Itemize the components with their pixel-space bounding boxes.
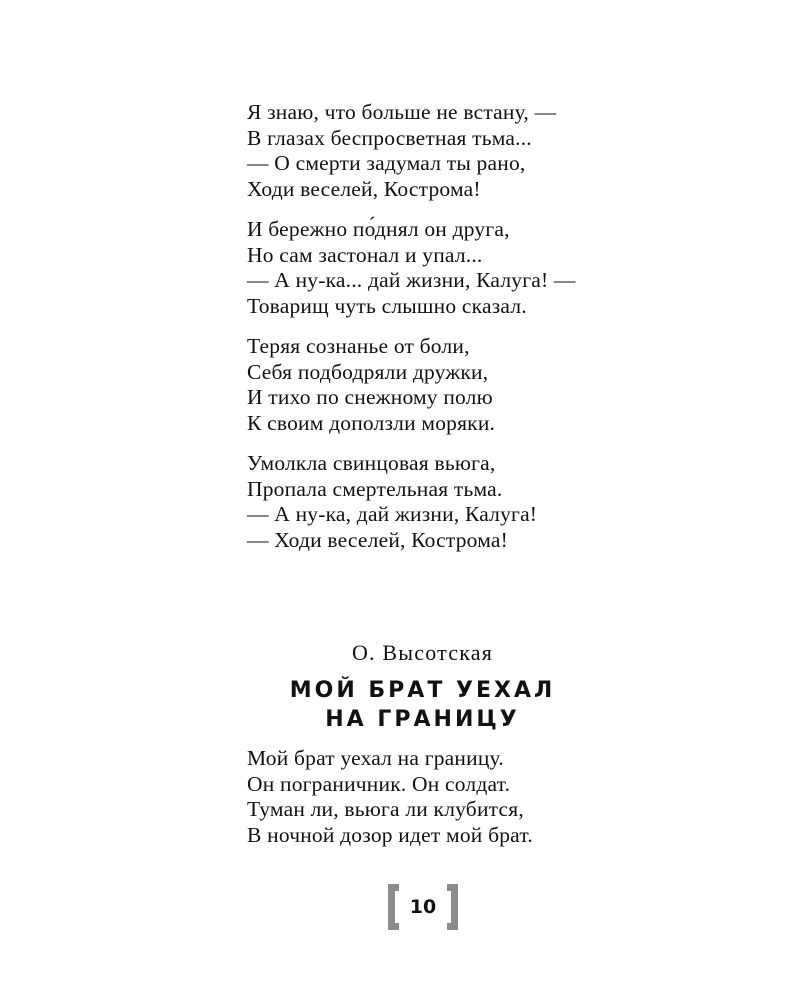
poem-line: — А ну-ка... дай жизни, Калуга! — bbox=[247, 268, 576, 292]
poem-line: Ходи веселей, Кострома! bbox=[247, 176, 481, 201]
poem-line: В глазах беспросветная тьма... bbox=[247, 125, 532, 150]
poem-title bbox=[0, 676, 800, 734]
poem-author: О. Высотская bbox=[351, 640, 494, 665]
bracket-left-icon bbox=[388, 884, 399, 930]
poem-line: Товарищ чуть слышно сказал. bbox=[247, 293, 527, 318]
stanza-1 bbox=[247, 100, 727, 202]
poem-line: В ночной дозор идет мой брат. bbox=[247, 822, 533, 847]
stanza-3 bbox=[247, 334, 727, 436]
stanza-1 bbox=[247, 746, 727, 848]
poem-line: Я знаю, что больше не встану, — bbox=[247, 100, 557, 124]
stanza-2 bbox=[247, 217, 727, 319]
poem-line: И бережно по́днял он друга, bbox=[247, 217, 510, 241]
poem-line: Пропала смертельная тьма. bbox=[247, 476, 503, 501]
poem-line: Туман ли, вьюга ли клубится, bbox=[247, 797, 524, 821]
poem-line: Но сам застонал и упал... bbox=[247, 242, 483, 267]
poem-line: — А ну-ка, дай жизни, Калуга! bbox=[247, 502, 538, 526]
page-number bbox=[388, 884, 458, 930]
poem-second bbox=[247, 746, 727, 848]
poem-line: — О смерти задумал ты рано, bbox=[247, 151, 526, 175]
poem-title-line-2: НА ГРАНИЦУ bbox=[325, 707, 520, 732]
page-number-text: 10 bbox=[409, 896, 437, 918]
poem-line: Себя подбодряли дружки, bbox=[247, 359, 489, 384]
stanza-4 bbox=[247, 451, 727, 553]
poem-line: И тихо по снежному полю bbox=[247, 385, 493, 409]
poem-line: К своим доползли моряки. bbox=[247, 410, 496, 435]
bracket-right-icon bbox=[447, 884, 458, 930]
poem-first bbox=[247, 100, 727, 553]
poem-line: Умолкла свинцовая вьюга, bbox=[247, 451, 496, 475]
poem-line: — Ходи веселей, Кострома! bbox=[247, 527, 508, 552]
poem-line: Теряя сознанье от боли, bbox=[247, 334, 470, 358]
poem-title-line-1: МОЙ БРАТ УЕХАЛ bbox=[289, 678, 556, 703]
poem-line: Мой брат уехал на границу. bbox=[247, 746, 504, 770]
poem-line: Он пограничник. Он солдат. bbox=[247, 771, 511, 796]
